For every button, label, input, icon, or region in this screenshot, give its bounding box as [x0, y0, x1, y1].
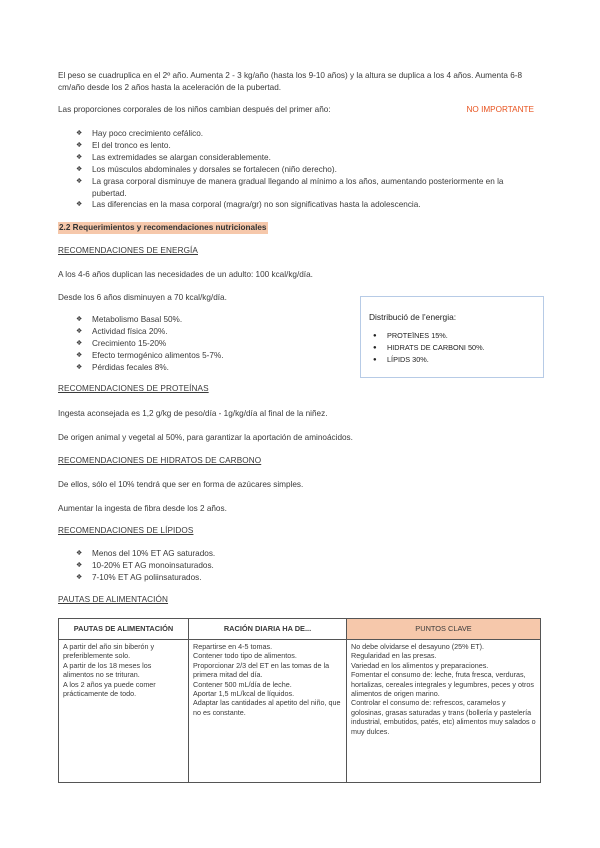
energy-list [76, 314, 336, 374]
energy-paragraph-2: Desde los 6 años disminuyen a 70 kcal/kg/día. [58, 293, 227, 302]
table-header-row [59, 619, 541, 640]
list-item: ● LÍPIDS 30%. [373, 354, 485, 366]
list-item: ❖ 10-20% ET AG monoinsaturados. [76, 560, 538, 572]
protein-heading: RECOMENDACIONES DE PROTEÍNAS [58, 384, 209, 393]
section-heading: 2.2 Requerimientos y recomendaciones nutricionales [59, 223, 267, 232]
cell-line: A partir del año sin biberón y preferiblemente solo. [63, 642, 155, 661]
table-header-cell: PUNTOS CLAVE [347, 619, 541, 640]
list-item: ❖ Metabolismo Basal 50%. [76, 314, 336, 326]
table-cell-key-points [347, 640, 541, 783]
cell-line: A partir de los 18 meses los alimentos no se trituran. [63, 660, 152, 680]
list-item: ❖ Efecto termogénico alimentos 5-7%. [76, 350, 336, 362]
table-header-cell: RACIÓN DIARIA HA DE... [189, 619, 347, 640]
list-item: ● PROTEÏNES 15%. [373, 330, 485, 342]
cell-line: Proporcionar 2/3 del ET en las tomas de la primera mitad del día. [193, 660, 330, 680]
proportions-text: Las proporciones corporales de los niños cambian después del primer año: [58, 105, 331, 114]
cell-line: Contener todo tipo de alimentos. [193, 651, 297, 661]
table-cell-daily-ration [189, 640, 347, 783]
protein-paragraph-1: Ingesta aconsejada es 1,2 g/kg de peso/día - 1g/kg/día al final de la niñez. [58, 409, 328, 418]
cell-line: Regularidad en las presas. [351, 651, 437, 661]
proportions-line [58, 104, 542, 116]
lipid-list [76, 548, 538, 584]
carbohydrate-heading: RECOMENDACIONES DE HIDRATOS DE CARBONO [58, 456, 262, 465]
table-cell-guidelines [59, 640, 189, 783]
list-item: ❖ El del tronco es lento. [76, 140, 538, 152]
guidelines-table [58, 618, 541, 783]
protein-paragraph-2: De origen animal y vegetal al 50%, para garantizar la aportación de aminoácidos. [58, 433, 353, 442]
list-item: ❖ Actividad física 20%. [76, 326, 336, 338]
cell-line: Contener 500 mL/día de leche. [193, 679, 292, 689]
carbohydrate-paragraph-1: De ellos, sólo el 10% tendrá que ser en forma de azúcares simples. [58, 480, 304, 489]
proportions-list [76, 128, 538, 211]
table-header-cell: PAUTAS DE ALIMENTACIÓN [59, 619, 189, 640]
lipid-heading: RECOMENDACIONES DE LÍPIDOS [58, 526, 194, 535]
box-title: Distribució de l’energia: [369, 312, 457, 322]
list-item: ❖ Crecimiento 15-20% [76, 338, 336, 350]
guidelines-heading: PAUTAS DE ALIMENTACIÓN [58, 595, 169, 604]
cell-line: Adaptar las cantidades al apetito del niño, que no es constante. [193, 698, 341, 717]
cell-line: A los 2 años ya puede comer prácticamente de todo. [63, 679, 156, 699]
table-row [59, 640, 541, 783]
cell-line: Repartirse en 4-5 tomas. [193, 642, 273, 651]
cell-line: Variedad en los alimentos y preparaciones. [351, 660, 489, 670]
list-item: ❖ Hay poco crecimiento cefálico. [76, 128, 538, 140]
list-item: ● HIDRATS DE CARBONI 50%. [373, 342, 485, 354]
cell-line: No debe olvidarse el desayuno (25% ET). [351, 642, 485, 651]
carbohydrate-paragraph-2: Aumentar la ingesta de fibra desde los 2 años. [58, 504, 227, 513]
list-item: ❖ Las diferencias en la masa corporal (magra/gr) no son significativas hasta la adolescencia. [76, 199, 538, 211]
energy-paragraph-1: A los 4-6 años duplican las necesidades de un adulto: 100 kcal/kg/día. [58, 270, 313, 279]
list-item: ❖ 7-10% ET AG poliinsaturados. [76, 572, 538, 584]
cell-line: Fomentar el consumo de: leche, fruta fresca, verduras, hortalizas, cereales integrales y legumbres, peces y otros alimentos de origen marino. [351, 670, 534, 699]
list-item: ❖ Las extremidades se alargan considerablemente. [76, 152, 538, 164]
box-list [373, 330, 485, 366]
cell-line: Aportar 1,5 mL/kcal de líquidos. [193, 689, 295, 699]
intro-paragraph: El peso se cuadruplica en el 2º año. Aumenta 2 - 3 kg/año (hasta los 9-10 años) y la altura se duplica a los 4 años. Aumenta 6-8 cm/año desde los 2 años hasta la aceleración de la pubertad. [58, 71, 523, 92]
cell-line: Controlar el consumo de: refrescos, caramelos y golosinas, grasas saturadas y trans (bollería y pastelería industrial, embutidos, patés, etc) alimentos muy salados o muy dulces. [351, 698, 536, 736]
not-important-tag: NO IMPORTANTE [466, 105, 534, 114]
list-item: ❖ La grasa corporal disminuye de manera gradual llegando al mínimo a los años, aumentando posteriormente en la pubertad. [76, 176, 538, 200]
energy-heading: RECOMENDACIONES DE ENERGÍA [58, 246, 198, 255]
list-item: ❖ Pérdidas fecales 8%. [76, 362, 336, 374]
energy-distribution-box [360, 296, 544, 378]
list-item: ❖ Los músculos abdominales y dorsales se fortalecen (niño derecho). [76, 164, 538, 176]
list-item: ❖ Menos del 10% ET AG saturados. [76, 548, 538, 560]
